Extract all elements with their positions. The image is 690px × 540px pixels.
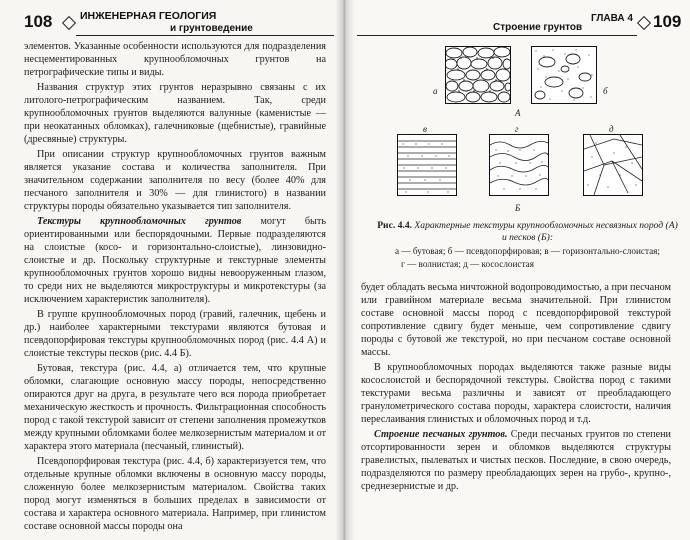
texture-panel-b (531, 46, 597, 104)
group-label-B: Б (515, 203, 521, 213)
paragraph: При описании структур крупнообломочных грунтов важным является указание состава и количества заполнителя. При значительном содержании заполнителя по весу (более 40% для песчаного заполнителя и 30% — для глинистого) в названии структуры породы обязательно указывается тип заполнителя. (24, 149, 326, 212)
texture-panel-v (397, 134, 457, 196)
texture-panel-a (445, 46, 511, 104)
panel-label-b: б (603, 86, 608, 96)
right-header-rule (357, 35, 637, 36)
paragraph: Названия структур этих грунтов неразрывно связаны с их литолого-петрографическим названием. Так, среди крупнообломочных грунтов выделяются валунные (каменистые — при неокатанных обломках), галечниковые (щебнистые), гравийные (дресвяные) структуры. (24, 82, 326, 145)
textures-text: могут быть ориентированными или беспорядочными. Первые подразделяются на слоистые (косо- и горизонтально-слоистые), линзовидно-слоистые и др. Поскольку структурные и текстурные элементы крупнообломочных грунтов хорошо видны невооруженным глазом, то среди них не выделяются микроструктуры и микротекстуры (за исключением характеристик заполнителя). (24, 216, 326, 305)
texture-panel-d (583, 134, 643, 196)
diamond-ornament-icon (62, 16, 76, 30)
right-header-title: Строение грунтов (493, 22, 583, 33)
texture-panel-g (489, 134, 549, 196)
right-page (345, 0, 690, 540)
paragraph-textures (24, 215, 326, 306)
book-gutter-shadow (335, 0, 355, 540)
figure-legend-line-2: г — волнистая; д — косослоистая (401, 259, 534, 270)
panel-label-g: г (515, 124, 519, 134)
paragraph: Псевдопорфировая текстура (рис. 4.4, б) характеризуется тем, что отдельные крупные обломки включены в основную массу породы, сложенную более мелкозернистым материалом. Свойства таких пород могут изменяться в больших пределах в зависимости от состава и характера основного материала. Например, при глинистом составе основной массы породы она (24, 456, 326, 532)
diamond-ornament-icon (637, 16, 651, 30)
figure-legend-line-1: а — бутовая; б — псевдопорфировая; в — горизонтально-слоистая; (395, 245, 660, 256)
left-page-number: 108 (24, 12, 53, 31)
chapter-label: ГЛАВА 4 (591, 13, 633, 24)
paragraph: элементов. Указанные особенности используются для подразделения несцементированных крупнообломочных грунтов на петрографические типы и виды. (24, 41, 326, 78)
figure-4-4 (385, 40, 675, 218)
paragraph-sand (361, 428, 671, 493)
figure-caption-text: Характерные текстуры крупнообломочных несвязных пород (А) и песков (Б): (412, 220, 678, 243)
figure-number: Рис. 4.4. (377, 220, 413, 231)
paragraph: будет обладать весьма ничтожной водопроводимостью, а при песчаном или гравийном материале весьма значительной. При глинистом составе основной массы пород с псевдопорфировой текстурой сопротивление сдвигу будет меньше, чем сопротивление сдвигу породы с бутовой же текстурой, но при песчаном составе основной массы. (361, 282, 671, 358)
paragraph: Бутовая, текстура (рис. 4.4, а) отличается тем, что крупные обломки, слагающие основную массу породы, непосредственно опираются друг на друга, в результате чего вся порода приобретает механическую жесткость и прочность. Фильтрационная способность пород с такой текстурой зависит от степени заполнения промежутков между крупными обломками более мелкозернистым материалом и от характера этого материала (песчаный, глинистый). (24, 363, 326, 452)
panel-label-a: а (433, 86, 438, 96)
panel-label-v: в (423, 124, 427, 134)
paragraph: В крупнообломочных породах выделяются также разные виды косослоистой и беспорядочной текстуры. Свойства пород с такими текстурами весьма различны и зависят от преобладающего гранулометрического состава породы, характера слоистости, наличия переслаивания глинистых и обломочных пород и т.д. (361, 362, 671, 425)
left-header-title: ИНЖЕНЕРНАЯ ГЕОЛОГИЯ (80, 10, 217, 22)
paragraph: В группе крупнообломочных пород (гравий, галечник, щебень и др.) наиболее характерными текстурами являются бутовая и псевдопорфировая текстуры крупнообломочных пород (рис. 4.4 А) и слоистые текстуры песков (рис. 4.4 Б). (24, 309, 326, 359)
right-page-number: 109 (653, 12, 682, 31)
figure-caption (375, 220, 680, 271)
left-header-rule (76, 35, 334, 36)
textures-heading: Текстуры крупнообломочных грунтов (37, 216, 242, 227)
sand-text: Среди песчаных грунтов по степени отсортированности зерен и обломков выделяются структуры гравелистых, пылеватых и чистых песков. Последние, в свою очередь, подразделяются по размеру преобладающих зерен на грубо-, крупно-, среднезернистые и др. (361, 429, 671, 492)
right-text-column (361, 281, 671, 493)
left-page (0, 0, 343, 540)
left-text-column (24, 40, 326, 533)
left-header-subtitle: и грунтоведение (170, 23, 253, 34)
left-page-header (24, 6, 334, 36)
sand-heading: Строение песчаных грунтов. (374, 429, 508, 440)
group-label-A: А (515, 108, 521, 118)
panel-label-d: д (609, 124, 614, 134)
right-page-header (357, 6, 682, 36)
